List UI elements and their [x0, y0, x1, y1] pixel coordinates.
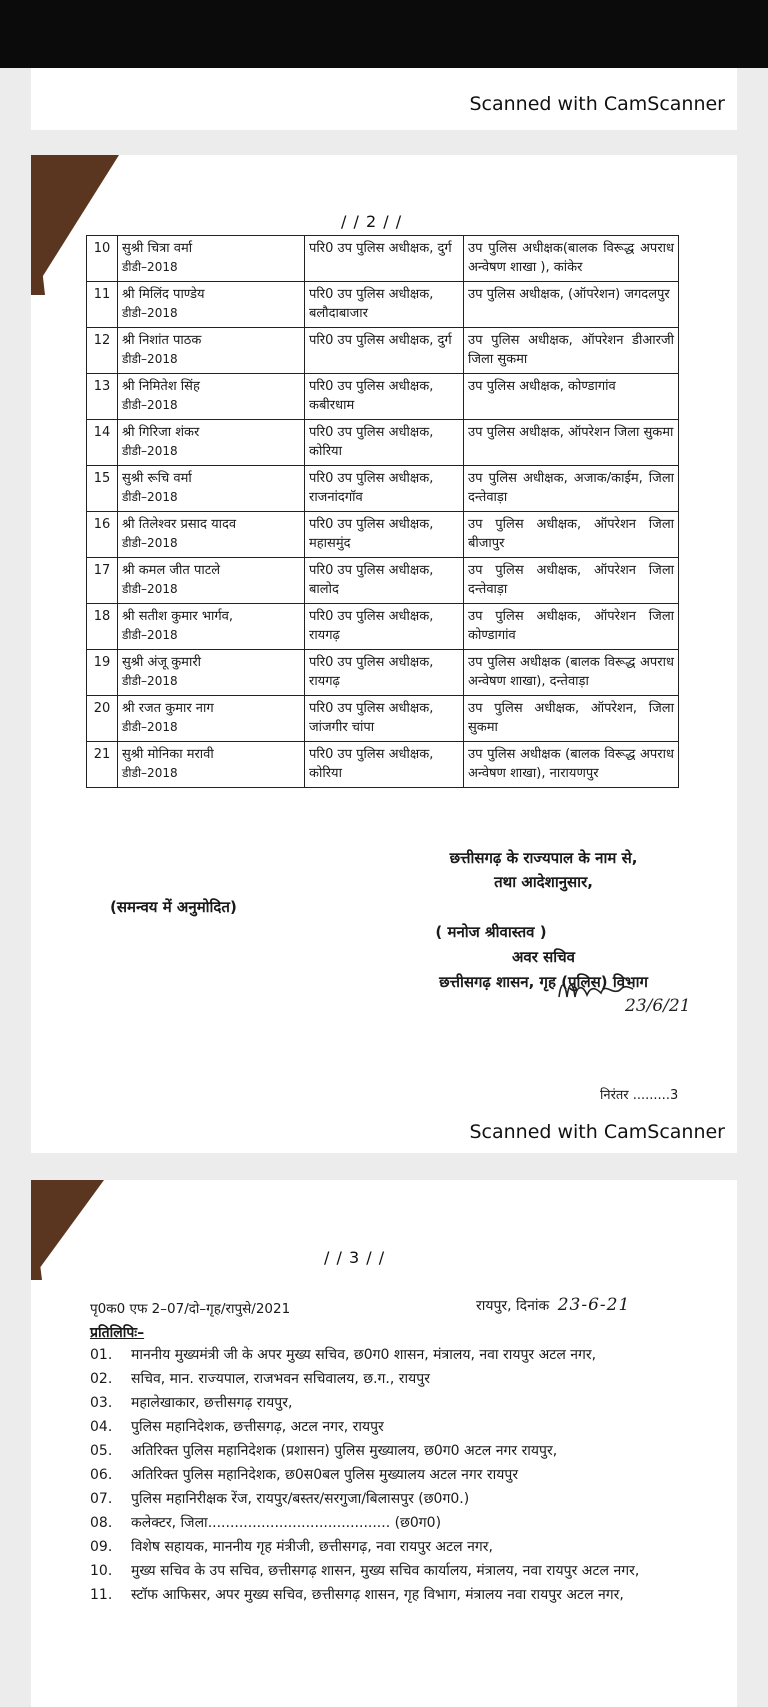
item-text: विशेष सहायक, माननीय गृह मंत्रीजी, छत्तीसगढ़, नवा रायपुर अटल नगर, — [131, 1539, 493, 1555]
list-item — [90, 1535, 690, 1559]
officer-batch: डीडी–2018 — [122, 306, 178, 320]
officer-batch: डीडी–2018 — [122, 260, 178, 274]
current-posting: परि0 उप पुलिस अधीक्षक, कोरिया — [305, 420, 464, 466]
current-posting: परि0 उप पुलिस अधीक्षक, रायगढ़ — [305, 650, 464, 696]
table-row — [87, 512, 679, 558]
officer-name-cell — [118, 236, 305, 282]
table-row — [87, 236, 679, 282]
officer-name: श्री सतीश कुमार भार्गव, — [122, 609, 234, 624]
table-row — [87, 650, 679, 696]
page-number: / / 3 / / — [324, 1248, 386, 1267]
approval-note: (समन्वय में अनुमोदित) — [110, 898, 237, 916]
item-number: 06. — [90, 1467, 113, 1483]
officer-batch: डीडी–2018 — [122, 674, 178, 688]
current-posting: परि0 उप पुलिस अधीक्षक, कोरिया — [305, 742, 464, 788]
item-number: 02. — [90, 1371, 113, 1387]
list-item — [90, 1511, 690, 1535]
officer-name: सुश्री अंजू कुमारी — [122, 655, 202, 670]
officer-batch: डीडी–2018 — [122, 444, 178, 458]
new-posting: उप पुलिस अधीक्षक (बालक विरूद्ध अपराध अन्वेषण शाखा), नारायणपुर — [464, 742, 679, 788]
item-text: महालेखाकार, छत्तीसगढ़ रायपुर, — [131, 1395, 293, 1411]
page-corner-shadow — [31, 1192, 42, 1280]
officer-name-cell — [118, 696, 305, 742]
list-item — [90, 1343, 690, 1367]
list-item — [90, 1583, 690, 1607]
officer-name: ( मनोज श्रीवास्तव ) — [435, 923, 547, 941]
officer-name-cell — [118, 512, 305, 558]
current-posting: परि0 उप पुलिस अधीक्षक, बालोद — [305, 558, 464, 604]
table-row — [87, 420, 679, 466]
current-posting: परि0 उप पुलिस अधीक्षक, बलौदाबाजार — [305, 282, 464, 328]
new-posting: उप पुलिस अधीक्षक(बालक विरूद्ध अपराध अन्वेषण शाखा ), कांकेर — [464, 236, 679, 282]
place-date — [476, 1295, 630, 1315]
scan-page-1 — [31, 68, 737, 130]
current-posting: परि0 उप पुलिस अधीक्षक, दुर्ग — [305, 236, 464, 282]
item-number: 10. — [90, 1563, 113, 1579]
reference-number: पृ0क0 एफ 2–07/दो–गृह/रापुसे/2021 — [90, 1301, 291, 1317]
page-corner-shadow — [31, 171, 45, 295]
officer-name: श्री तिलेश्वर प्रसाद यादव — [122, 517, 237, 532]
officer-name: श्री निशांत पाठक — [122, 333, 202, 348]
signature-line-2: तथा आदेशानुसार, — [494, 873, 593, 891]
officer-name: श्री गिरिजा शंकर — [122, 425, 200, 440]
new-posting: उप पुलिस अधीक्षक, ऑपरेशन, जिला सुकमा — [464, 696, 679, 742]
signature-line-1: छत्तीसगढ़ के राज्यपाल के नाम से, — [449, 849, 638, 867]
top-status-bar — [0, 0, 768, 68]
officer-designation: अवर सचिव — [511, 948, 576, 966]
serial-number: 15 — [87, 466, 118, 512]
new-posting: उप पुलिस अधीक्षक, अजाक/काईम, जिला दन्तेवाड़ा — [464, 466, 679, 512]
officer-name: सुश्री मोनिका मरावी — [122, 747, 214, 762]
item-number: 07. — [90, 1491, 113, 1507]
officer-batch: डीडी–2018 — [122, 352, 178, 366]
new-posting: उप पुलिस अधीक्षक, ऑपरेशन जिला दन्तेवाड़ा — [464, 558, 679, 604]
officer-batch: डीडी–2018 — [122, 490, 178, 504]
scanner-watermark: Scanned with CamScanner — [469, 93, 725, 115]
item-number: 04. — [90, 1419, 113, 1435]
serial-number: 17 — [87, 558, 118, 604]
list-item — [90, 1415, 690, 1439]
item-text: पुलिस महानिदेशक, छत्तीसगढ़, अटल नगर, रायपुर — [131, 1419, 384, 1435]
officer-name-cell — [118, 282, 305, 328]
current-posting: परि0 उप पुलिस अधीक्षक, जांजगीर चांपा — [305, 696, 464, 742]
place-date-label: रायपुर, दिनांक — [476, 1298, 550, 1314]
handwritten-date-value: 23-6-21 — [557, 1295, 631, 1315]
serial-number: 12 — [87, 328, 118, 374]
table-row — [87, 604, 679, 650]
handwritten-date: 23/6/21 — [625, 996, 691, 1016]
posting-table — [86, 235, 679, 788]
new-posting: उप पुलिस अधीक्षक, ऑपरेशन जिला बीजापुर — [464, 512, 679, 558]
item-text: सचिव, मान. राज्यपाल, राजभवन सचिवालय, छ.ग., रायपुर — [131, 1371, 430, 1387]
officer-batch: डीडी–2018 — [122, 398, 178, 412]
serial-number: 13 — [87, 374, 118, 420]
list-item — [90, 1559, 690, 1583]
continued-note: निरंतर .........3 — [600, 1088, 679, 1103]
new-posting: उप पुलिस अधीक्षक, कोण्डागांव — [464, 374, 679, 420]
item-number: 08. — [90, 1515, 113, 1531]
item-number: 05. — [90, 1443, 113, 1459]
page-number: / / 2 / / — [341, 212, 403, 231]
table-row — [87, 374, 679, 420]
officer-name-cell — [118, 466, 305, 512]
list-item — [90, 1439, 690, 1463]
new-posting: उप पुलिस अधीक्षक, (ऑपरेशन) जगदलपुर — [464, 282, 679, 328]
new-posting: उप पुलिस अधीक्षक, ऑपरेशन जिला कोण्डागांव — [464, 604, 679, 650]
serial-number: 18 — [87, 604, 118, 650]
officer-name: श्री मिलिंद पाण्डेय — [122, 287, 205, 302]
item-text: पुलिस महानिरीक्षक रेंज, रायपुर/बस्तर/सरगुजा/बिलासपुर (छ0ग0.) — [131, 1491, 470, 1507]
officer-batch: डीडी–2018 — [122, 628, 178, 642]
item-text: माननीय मुख्यमंत्री जी के अपर मुख्य सचिव, छ0ग0 शासन, मंत्रालय, नवा रायपुर अटल नगर, — [131, 1347, 597, 1363]
item-number: 11. — [90, 1587, 113, 1603]
item-text: कलेक्टर, जिला......................................... (छ0ग0) — [131, 1515, 442, 1531]
serial-number: 19 — [87, 650, 118, 696]
table-row — [87, 742, 679, 788]
officer-name: श्री निमितेश सिंह — [122, 379, 200, 394]
officer-name: श्री रजत कुमार नाग — [122, 701, 214, 716]
item-text: मुख्य सचिव के उप सचिव, छत्तीसगढ़ शासन, मुख्य सचिव कार्यालय, मंत्रालय, नवा रायपुर अटल नगर, — [131, 1563, 640, 1579]
current-posting: परि0 उप पुलिस अधीक्षक, राजनांदगॉव — [305, 466, 464, 512]
list-item — [90, 1487, 690, 1511]
current-posting: परि0 उप पुलिस अधीक्षक, महासमुंद — [305, 512, 464, 558]
officer-name-cell — [118, 604, 305, 650]
scan-page-3 — [31, 1180, 737, 1707]
serial-number: 11 — [87, 282, 118, 328]
officer-name: सुश्री रूचि वर्मा — [122, 471, 192, 486]
serial-number: 21 — [87, 742, 118, 788]
table-row — [87, 466, 679, 512]
new-posting: उप पुलिस अधीक्षक (बालक विरूद्ध अपराध अन्वेषण शाखा), दन्तेवाड़ा — [464, 650, 679, 696]
item-text: अतिरिक्त पुलिस महानिदेशक (प्रशासन) पुलिस मुख्यालय, छ0ग0 अटल नगर रायपुर, — [131, 1443, 558, 1459]
table-row — [87, 328, 679, 374]
officer-name: श्री कमल जीत पाटले — [122, 563, 221, 578]
list-item — [90, 1463, 690, 1487]
copy-to-label: प्रतिलिपिः– — [90, 1325, 145, 1341]
item-text: स्टॉफ आफिसर, अपर मुख्य सचिव, छत्तीसगढ़ शासन, गृह विभाग, मंत्रालय नवा रायपुर अटल नगर, — [131, 1587, 624, 1603]
officer-name-cell — [118, 650, 305, 696]
officer-name-cell — [118, 420, 305, 466]
current-posting: परि0 उप पुलिस अधीक्षक, रायगढ़ — [305, 604, 464, 650]
table-row — [87, 558, 679, 604]
recipient-list — [90, 1343, 690, 1607]
department-name: छत्तीसगढ़ शासन, गृह (पुलिस) विभाग — [439, 973, 648, 991]
officer-name-cell — [118, 742, 305, 788]
officer-batch: डीडी–2018 — [122, 582, 178, 596]
new-posting: उप पुलिस अधीक्षक, ऑपरेशन जिला सुकमा — [464, 420, 679, 466]
scan-page-2 — [31, 155, 737, 1153]
officer-name-cell — [118, 374, 305, 420]
scanner-watermark: Scanned with CamScanner — [469, 1121, 725, 1143]
officer-batch: डीडी–2018 — [122, 720, 178, 734]
item-number: 09. — [90, 1539, 113, 1555]
new-posting: उप पुलिस अधीक्षक, ऑपरेशन डीआरजी जिला सुकमा — [464, 328, 679, 374]
officer-name-cell — [118, 328, 305, 374]
officer-name-cell — [118, 558, 305, 604]
item-number: 03. — [90, 1395, 113, 1411]
table-row — [87, 282, 679, 328]
serial-number: 16 — [87, 512, 118, 558]
table-row — [87, 696, 679, 742]
current-posting: परि0 उप पुलिस अधीक्षक, कबीरधाम — [305, 374, 464, 420]
current-posting: परि0 उप पुलिस अधीक्षक, दुर्ग — [305, 328, 464, 374]
officer-batch: डीडी–2018 — [122, 766, 178, 780]
officer-name: सुश्री चित्रा वर्मा — [122, 241, 193, 256]
serial-number: 14 — [87, 420, 118, 466]
officer-batch: डीडी–2018 — [122, 536, 178, 550]
list-item — [90, 1367, 690, 1391]
serial-number: 10 — [87, 236, 118, 282]
item-text: अतिरिक्त पुलिस महानिदेशक, छ0स0बल पुलिस मुख्यालय अटल नगर रायपुर — [131, 1467, 519, 1483]
serial-number: 20 — [87, 696, 118, 742]
list-item — [90, 1391, 690, 1415]
item-number: 01. — [90, 1347, 113, 1363]
